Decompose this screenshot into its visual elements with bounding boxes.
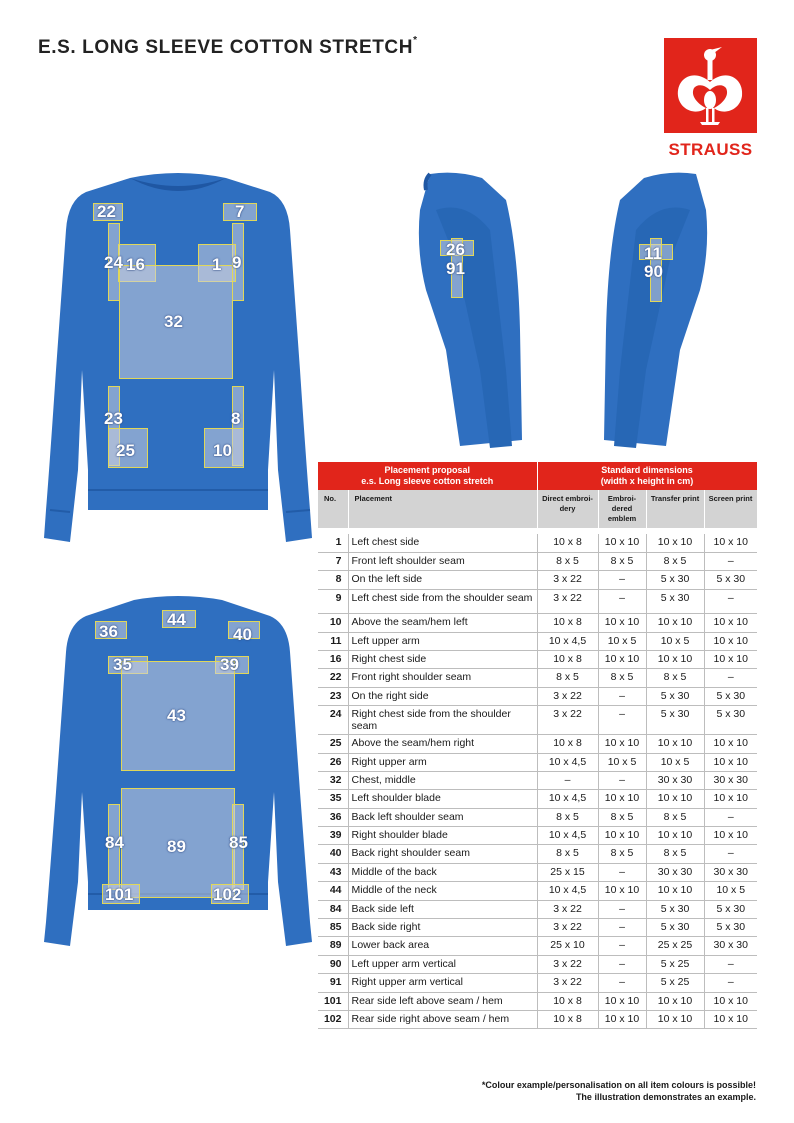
cell-direct-embroidery: 3 x 22 [537, 571, 598, 589]
cell-placement: Rear side left above seam / hem [348, 992, 537, 1010]
cell-screen-print: 10 x 10 [704, 650, 757, 668]
cell-embroidered-emblem: 10 x 10 [598, 1010, 646, 1028]
cell-direct-embroidery: 10 x 4,5 [537, 827, 598, 845]
cell-embroidered-emblem: 10 x 5 [598, 753, 646, 771]
zone-label-90: 90 [644, 262, 663, 281]
cell-direct-embroidery: 3 x 22 [537, 706, 598, 735]
table-group-placement: Placement proposal e.s. Long sleeve cotton stretch [318, 462, 537, 490]
col-header-direct-embroidery: Direct embroi-dery [537, 490, 598, 528]
zone-label-36: 36 [99, 622, 118, 641]
cell-screen-print: – [704, 589, 757, 614]
table-row [318, 632, 757, 650]
zone-label-9: 9 [232, 253, 242, 272]
cell-embroidered-emblem: 10 x 10 [598, 735, 646, 753]
cell-transfer-print: 10 x 10 [646, 790, 704, 808]
cell-embroidered-emblem: 10 x 10 [598, 882, 646, 900]
cell-screen-print: 10 x 5 [704, 882, 757, 900]
cell-transfer-print: 5 x 25 [646, 955, 704, 973]
cell-placement: Right chest side [348, 650, 537, 668]
cell-embroidered-emblem: – [598, 571, 646, 589]
stork-emblem-icon [664, 38, 757, 133]
cell-placement: Chest, middle [348, 771, 537, 789]
cell-no: 26 [318, 753, 348, 771]
cell-no: 43 [318, 863, 348, 881]
table-row [318, 552, 757, 570]
cell-embroidered-emblem: – [598, 955, 646, 973]
cell-direct-embroidery: 10 x 8 [537, 735, 598, 753]
cell-placement: Left chest side from the shoulder seam [348, 589, 537, 614]
cell-direct-embroidery: 10 x 4,5 [537, 790, 598, 808]
zone-label-25: 25 [116, 441, 135, 460]
table-row [318, 614, 757, 632]
cell-transfer-print: 5 x 25 [646, 974, 704, 992]
zone-label-26: 26 [446, 240, 465, 259]
strauss-logo [664, 38, 757, 133]
zone-label-44: 44 [167, 610, 186, 629]
cell-placement: Lower back area [348, 937, 537, 955]
zone-label-23: 23 [104, 409, 123, 428]
cell-transfer-print: 10 x 10 [646, 735, 704, 753]
cell-direct-embroidery: 8 x 5 [537, 808, 598, 826]
cell-no: 91 [318, 974, 348, 992]
cell-placement: Back side left [348, 900, 537, 918]
cell-transfer-print: 30 x 30 [646, 771, 704, 789]
cell-placement: Back side right [348, 919, 537, 937]
table-row [318, 589, 757, 614]
cell-embroidered-emblem: 10 x 10 [598, 992, 646, 1010]
cell-placement: On the left side [348, 571, 537, 589]
page-title: E.S. LONG SLEEVE COTTON STRETCH* [38, 35, 418, 58]
cell-placement: Above the seam/hem right [348, 735, 537, 753]
cell-screen-print: 10 x 10 [704, 614, 757, 632]
cell-embroidered-emblem: 8 x 5 [598, 669, 646, 687]
cell-embroidered-emblem: 8 x 5 [598, 552, 646, 570]
cell-direct-embroidery: 3 x 22 [537, 900, 598, 918]
cell-transfer-print: 5 x 30 [646, 589, 704, 614]
cell-direct-embroidery: 25 x 10 [537, 937, 598, 955]
cell-screen-print: – [704, 669, 757, 687]
zone-label-91: 91 [446, 259, 465, 278]
cell-transfer-print: 8 x 5 [646, 808, 704, 826]
table-row [318, 753, 757, 771]
cell-direct-embroidery: 3 x 22 [537, 919, 598, 937]
cell-no: 9 [318, 589, 348, 614]
cell-no: 22 [318, 669, 348, 687]
cell-transfer-print: 10 x 10 [646, 534, 704, 552]
brand-name: STRAUSS [668, 140, 753, 159]
zone-label-24: 24 [104, 253, 123, 272]
cell-transfer-print: 8 x 5 [646, 669, 704, 687]
cell-direct-embroidery: 3 x 22 [537, 589, 598, 614]
cell-screen-print: – [704, 845, 757, 863]
cell-transfer-print: 10 x 10 [646, 882, 704, 900]
cell-transfer-print: 10 x 10 [646, 650, 704, 668]
cell-embroidered-emblem: – [598, 589, 646, 614]
cell-direct-embroidery: 8 x 5 [537, 552, 598, 570]
cell-screen-print: 30 x 30 [704, 863, 757, 881]
table-row [318, 571, 757, 589]
table-row [318, 882, 757, 900]
side-right-shirt-image [590, 170, 730, 460]
cell-screen-print: – [704, 552, 757, 570]
cell-transfer-print: 10 x 10 [646, 827, 704, 845]
cell-embroidered-emblem: 10 x 5 [598, 632, 646, 650]
cell-embroidered-emblem: 10 x 10 [598, 534, 646, 552]
cell-transfer-print: 10 x 5 [646, 632, 704, 650]
zone-label-7: 7 [235, 202, 245, 221]
cell-transfer-print: 10 x 10 [646, 614, 704, 632]
cell-placement: Front left shoulder seam [348, 552, 537, 570]
cell-transfer-print: 5 x 30 [646, 919, 704, 937]
cell-screen-print: 30 x 30 [704, 771, 757, 789]
table-row [318, 919, 757, 937]
cell-screen-print: – [704, 974, 757, 992]
cell-screen-print: 10 x 10 [704, 790, 757, 808]
back-shirt-image [38, 592, 318, 952]
cell-embroidered-emblem: 10 x 10 [598, 790, 646, 808]
cell-transfer-print: 8 x 5 [646, 552, 704, 570]
cell-screen-print: 5 x 30 [704, 919, 757, 937]
table-row [318, 706, 757, 735]
cell-screen-print: 10 x 10 [704, 827, 757, 845]
cell-no: 25 [318, 735, 348, 753]
cell-placement: Rear side right above seam / hem [348, 1010, 537, 1028]
table-row [318, 955, 757, 973]
cell-transfer-print: 10 x 10 [646, 992, 704, 1010]
side-left-view [396, 170, 536, 460]
cell-screen-print: 5 x 30 [704, 706, 757, 735]
cell-placement: Right chest side from the shoulder seam [348, 706, 537, 735]
cell-no: 1 [318, 534, 348, 552]
col-header-placement: Placement [348, 490, 537, 528]
table-row [318, 790, 757, 808]
cell-no: 89 [318, 937, 348, 955]
zone-label-8: 8 [231, 409, 241, 428]
zone-label-84: 84 [105, 833, 124, 852]
cell-no: 32 [318, 771, 348, 789]
zone-label-40: 40 [233, 625, 252, 644]
cell-screen-print: 5 x 30 [704, 571, 757, 589]
zone-label-89: 89 [167, 837, 186, 856]
table-row [318, 827, 757, 845]
cell-direct-embroidery: 10 x 8 [537, 992, 598, 1010]
cell-transfer-print: 10 x 5 [646, 753, 704, 771]
cell-embroidered-emblem: – [598, 706, 646, 735]
side-right-view [590, 170, 730, 460]
zone-label-101: 101 [105, 885, 134, 904]
zone-label-22: 22 [97, 202, 116, 221]
cell-placement: Left chest side [348, 534, 537, 552]
cell-placement: Right upper arm vertical [348, 974, 537, 992]
cell-direct-embroidery: 8 x 5 [537, 845, 598, 863]
cell-screen-print: 5 x 30 [704, 900, 757, 918]
table-row [318, 808, 757, 826]
cell-placement: Back left shoulder seam [348, 808, 537, 826]
cell-direct-embroidery: 25 x 15 [537, 863, 598, 881]
table-row [318, 863, 757, 881]
footnote-line-1: *Colour example/personalisation on all item colours is possible! [481, 1080, 756, 1090]
table-row [318, 735, 757, 753]
table-row [318, 534, 757, 552]
zone-label-102: 102 [213, 885, 242, 904]
cell-placement: Above the seam/hem left [348, 614, 537, 632]
col-header-transfer-print: Transfer print [646, 490, 704, 528]
cell-no: 10 [318, 614, 348, 632]
cell-embroidered-emblem: 10 x 10 [598, 827, 646, 845]
back-shirt-view [38, 592, 318, 952]
cell-transfer-print: 5 x 30 [646, 706, 704, 735]
cell-placement: Middle of the back [348, 863, 537, 881]
cell-no: 23 [318, 687, 348, 705]
footnote [482, 1079, 756, 1103]
cell-direct-embroidery: 3 x 22 [537, 955, 598, 973]
cell-direct-embroidery: 10 x 8 [537, 534, 598, 552]
table-row [318, 845, 757, 863]
cell-no: 8 [318, 571, 348, 589]
cell-no: 84 [318, 900, 348, 918]
cell-screen-print: 10 x 10 [704, 753, 757, 771]
cell-transfer-print: 5 x 30 [646, 900, 704, 918]
cell-placement: Back right shoulder seam [348, 845, 537, 863]
cell-screen-print: 10 x 10 [704, 992, 757, 1010]
table-row [318, 669, 757, 687]
cell-no: 7 [318, 552, 348, 570]
cell-no: 24 [318, 706, 348, 735]
cell-embroidered-emblem: – [598, 863, 646, 881]
cell-embroidered-emblem: – [598, 900, 646, 918]
cell-no: 39 [318, 827, 348, 845]
cell-embroidered-emblem: 8 x 5 [598, 845, 646, 863]
zone-label-11: 11 [644, 244, 662, 263]
table-row [318, 900, 757, 918]
cell-embroidered-emblem: – [598, 771, 646, 789]
cell-transfer-print: 10 x 10 [646, 1010, 704, 1028]
cell-embroidered-emblem: 10 x 10 [598, 614, 646, 632]
cell-placement: Right upper arm [348, 753, 537, 771]
cell-embroidered-emblem: – [598, 937, 646, 955]
table-group-dimensions: Standard dimensions (width x height in cm) [537, 462, 757, 490]
cell-no: 16 [318, 650, 348, 668]
table-row [318, 687, 757, 705]
zone-label-43: 43 [167, 706, 186, 725]
table-row [318, 937, 757, 955]
cell-screen-print: 10 x 10 [704, 632, 757, 650]
cell-direct-embroidery: 10 x 4,5 [537, 882, 598, 900]
table-row [318, 974, 757, 992]
cell-no: 101 [318, 992, 348, 1010]
zone-label-85: 85 [229, 833, 248, 852]
zone-label-32: 32 [164, 312, 183, 331]
cell-placement: Left upper arm [348, 632, 537, 650]
table-row [318, 1010, 757, 1028]
cell-transfer-print: 5 x 30 [646, 571, 704, 589]
zone-label-1: 1 [212, 255, 222, 274]
cell-embroidered-emblem: 8 x 5 [598, 808, 646, 826]
cell-screen-print: – [704, 955, 757, 973]
cell-transfer-print: 8 x 5 [646, 845, 704, 863]
cell-placement: Right shoulder blade [348, 827, 537, 845]
table-row [318, 650, 757, 668]
col-header-no: No. [318, 490, 348, 528]
side-left-shirt-image [396, 170, 536, 460]
col-header-embroidered-emblem: Embroi-dered emblem [598, 490, 646, 528]
cell-no: 35 [318, 790, 348, 808]
cell-direct-embroidery: 3 x 22 [537, 687, 598, 705]
cell-no: 102 [318, 1010, 348, 1028]
placement-table [318, 462, 757, 1029]
cell-screen-print: – [704, 808, 757, 826]
cell-placement: Left shoulder blade [348, 790, 537, 808]
table-row [318, 771, 757, 789]
cell-no: 44 [318, 882, 348, 900]
cell-direct-embroidery: 10 x 4,5 [537, 632, 598, 650]
cell-screen-print: 10 x 10 [704, 534, 757, 552]
cell-direct-embroidery: 3 x 22 [537, 974, 598, 992]
zone-label-16: 16 [126, 255, 145, 274]
cell-no: 85 [318, 919, 348, 937]
cell-no: 90 [318, 955, 348, 973]
cell-placement: Left upper arm vertical [348, 955, 537, 973]
cell-direct-embroidery: 10 x 8 [537, 650, 598, 668]
zone-label-10: 10 [213, 441, 232, 460]
cell-transfer-print: 30 x 30 [646, 863, 704, 881]
cell-placement: On the right side [348, 687, 537, 705]
cell-embroidered-emblem: – [598, 919, 646, 937]
cell-screen-print: 30 x 30 [704, 937, 757, 955]
footnote-line-2: The illustration demonstrates an example. [575, 1092, 756, 1102]
cell-direct-embroidery: 8 x 5 [537, 669, 598, 687]
cell-embroidered-emblem: 10 x 10 [598, 650, 646, 668]
table-row [318, 992, 757, 1010]
zone-label-39: 39 [220, 655, 239, 674]
cell-embroidered-emblem: – [598, 687, 646, 705]
cell-placement: Front right shoulder seam [348, 669, 537, 687]
cell-direct-embroidery: 10 x 8 [537, 614, 598, 632]
cell-direct-embroidery: 10 x 8 [537, 1010, 598, 1028]
col-header-screen-print: Screen print [704, 490, 757, 528]
cell-direct-embroidery: – [537, 771, 598, 789]
cell-no: 36 [318, 808, 348, 826]
cell-screen-print: 10 x 10 [704, 735, 757, 753]
cell-embroidered-emblem: – [598, 974, 646, 992]
cell-placement: Middle of the neck [348, 882, 537, 900]
cell-screen-print: 5 x 30 [704, 687, 757, 705]
cell-direct-embroidery: 10 x 4,5 [537, 753, 598, 771]
cell-no: 40 [318, 845, 348, 863]
zone-label-35: 35 [113, 655, 132, 674]
cell-screen-print: 10 x 10 [704, 1010, 757, 1028]
cell-transfer-print: 25 x 25 [646, 937, 704, 955]
cell-transfer-print: 5 x 30 [646, 687, 704, 705]
cell-no: 11 [318, 632, 348, 650]
